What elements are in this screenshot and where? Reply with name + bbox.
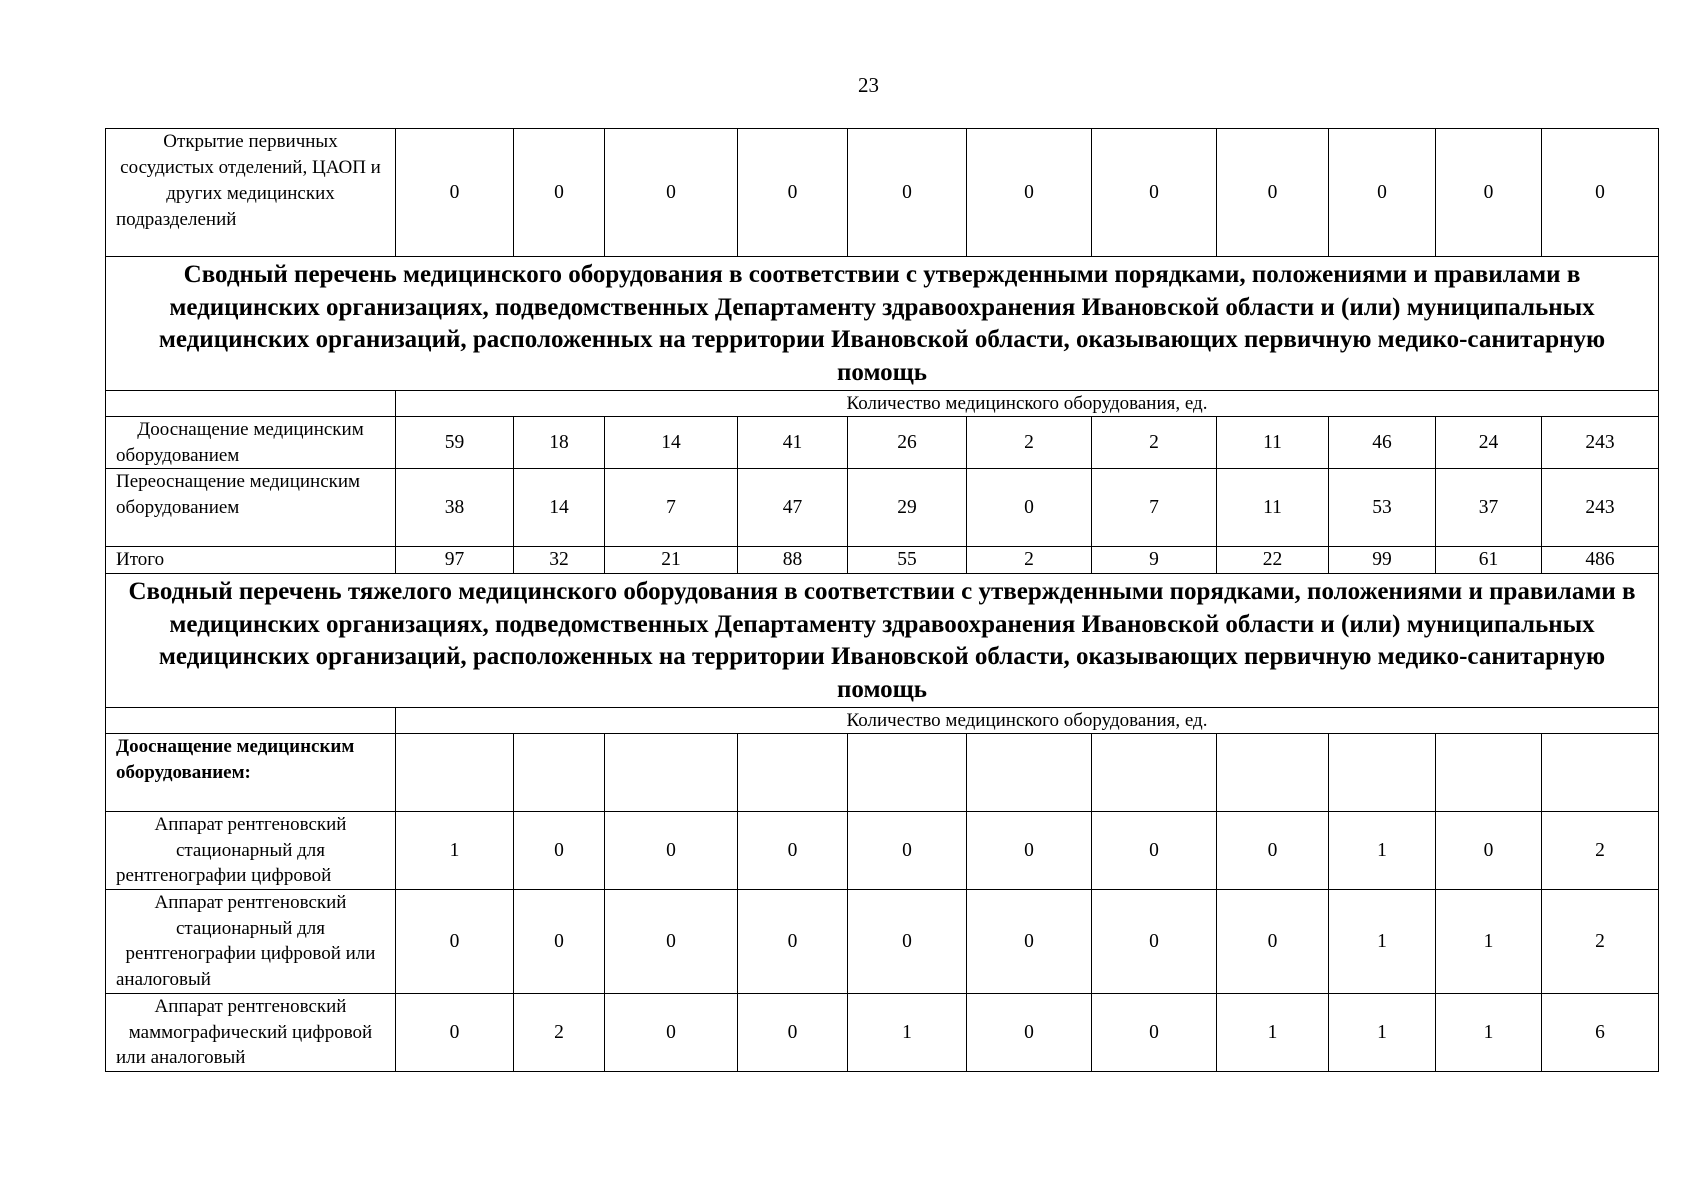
empty-cell <box>1436 734 1542 812</box>
table-cell: 0 <box>738 129 848 257</box>
table-cell: 1 <box>1329 812 1436 890</box>
table-cell: 0 <box>1436 812 1542 890</box>
empty-cell <box>1092 734 1217 812</box>
row-label: Переоснащение медицинским оборудованием <box>106 469 396 547</box>
quantity-header: Количество медицинского оборудования, ед. <box>396 391 1659 417</box>
table-cell: 486 <box>1542 547 1659 574</box>
table-cell: 41 <box>738 417 848 469</box>
table-row <box>106 469 1659 547</box>
table-cell: 1 <box>848 994 967 1072</box>
empty-cell <box>1542 734 1659 812</box>
empty-cell <box>967 734 1092 812</box>
table-cell: 0 <box>605 129 738 257</box>
table-cell: 55 <box>848 547 967 574</box>
empty-cell <box>106 391 396 417</box>
section-heading: Сводный перечень тяжелого медицинского оборудования в соответствии с утвержденными порядками, положениями и правилами в медицинских организациях, подведомственных Департаменту здравоохранения Ивановской области и (или) муниципальных медицинских организаций, расположенных на территории Ивановской области, оказывающих первичную медико-санитарную помощь <box>106 574 1659 708</box>
row-subheader: Дооснащение медицинским оборудованием: <box>106 734 396 812</box>
row-label: Открытие первичных сосудистых отделений, ЦАОП и других медицинских подразделений <box>106 129 396 257</box>
table-cell: 0 <box>848 890 967 994</box>
table-cell: 0 <box>396 890 514 994</box>
table-cell: 0 <box>967 994 1092 1072</box>
table-cell: 0 <box>848 129 967 257</box>
table-cell: 2 <box>967 547 1092 574</box>
row-label: Аппарат рентгеновский стационарный для рентгенографии цифровой <box>106 812 396 890</box>
table-cell: 38 <box>396 469 514 547</box>
table-cell: 0 <box>396 994 514 1072</box>
table-cell: 1 <box>1217 994 1329 1072</box>
table-cell: 0 <box>1436 129 1542 257</box>
table-cell: 0 <box>1092 129 1217 257</box>
table-cell: 59 <box>396 417 514 469</box>
table-cell: 0 <box>967 890 1092 994</box>
empty-cell <box>605 734 738 812</box>
table-cell: 0 <box>738 812 848 890</box>
table-cell: 6 <box>1542 994 1659 1072</box>
table-cell: 11 <box>1217 469 1329 547</box>
table-cell: 32 <box>514 547 605 574</box>
table-row <box>106 812 1659 890</box>
row-label: Аппарат рентгеновский маммографический цифровой или аналоговый <box>106 994 396 1072</box>
table-row <box>106 417 1659 469</box>
table-row <box>106 994 1659 1072</box>
empty-cell <box>738 734 848 812</box>
table-cell: 2 <box>1542 890 1659 994</box>
table-cell: 0 <box>1092 812 1217 890</box>
total-row <box>106 547 1659 574</box>
empty-cell <box>396 734 514 812</box>
table-cell: 243 <box>1542 417 1659 469</box>
table-cell: 2 <box>1542 812 1659 890</box>
table-cell: 0 <box>738 994 848 1072</box>
table-cell: 0 <box>967 129 1092 257</box>
table-row <box>106 890 1659 994</box>
table-cell: 14 <box>514 469 605 547</box>
table-cell: 88 <box>738 547 848 574</box>
table-cell: 0 <box>1542 129 1659 257</box>
table-row <box>106 129 1659 257</box>
table-cell: 0 <box>848 812 967 890</box>
empty-cell <box>106 708 396 734</box>
table-cell: 0 <box>605 812 738 890</box>
table-cell: 0 <box>1092 994 1217 1072</box>
table-cell: 1 <box>396 812 514 890</box>
table-cell: 7 <box>1092 469 1217 547</box>
table-cell: 61 <box>1436 547 1542 574</box>
row-label: Итого <box>106 547 396 574</box>
table-cell: 47 <box>738 469 848 547</box>
section-heading: Сводный перечень медицинского оборудования в соответствии с утвержденными порядками, положениями и правилами в медицинских организациях, подведомственных Департаменту здравоохранения Ивановской области и (или) муниципальных медицинских организаций, расположенных на территории Ивановской области, оказывающих первичную медико-санитарную помощь <box>106 257 1659 391</box>
table-cell: 21 <box>605 547 738 574</box>
table-cell: 14 <box>605 417 738 469</box>
table-cell: 243 <box>1542 469 1659 547</box>
section-heading-row <box>106 574 1659 708</box>
table-cell: 2 <box>514 994 605 1072</box>
table-cell: 2 <box>967 417 1092 469</box>
table-cell: 7 <box>605 469 738 547</box>
empty-cell <box>514 734 605 812</box>
table-cell: 0 <box>1217 812 1329 890</box>
table-cell: 97 <box>396 547 514 574</box>
equipment-table <box>105 128 1659 1072</box>
table-cell: 1 <box>1436 890 1542 994</box>
table-cell: 29 <box>848 469 967 547</box>
table-cell: 2 <box>1092 417 1217 469</box>
table-cell: 0 <box>1217 890 1329 994</box>
empty-cell <box>1217 734 1329 812</box>
empty-cell <box>1329 734 1436 812</box>
section-heading-row <box>106 257 1659 391</box>
table-cell: 22 <box>1217 547 1329 574</box>
table-cell: 46 <box>1329 417 1436 469</box>
quantity-header-row <box>106 708 1659 734</box>
table-cell: 9 <box>1092 547 1217 574</box>
table-cell: 0 <box>967 469 1092 547</box>
table-cell: 0 <box>605 890 738 994</box>
table-cell: 0 <box>1092 890 1217 994</box>
table-cell: 0 <box>514 129 605 257</box>
table-cell: 11 <box>1217 417 1329 469</box>
table-cell: 1 <box>1329 994 1436 1072</box>
row-label: Дооснащение медицинским оборудованием <box>106 417 396 469</box>
table-cell: 0 <box>396 129 514 257</box>
quantity-header-row <box>106 391 1659 417</box>
table-cell: 18 <box>514 417 605 469</box>
table-cell: 0 <box>1329 129 1436 257</box>
table-cell: 0 <box>967 812 1092 890</box>
table-cell: 0 <box>1217 129 1329 257</box>
table-cell: 0 <box>738 890 848 994</box>
table-cell: 99 <box>1329 547 1436 574</box>
table-cell: 1 <box>1436 994 1542 1072</box>
page-number: 23 <box>858 73 879 97</box>
subheader-row <box>106 734 1659 812</box>
quantity-header: Количество медицинского оборудования, ед. <box>396 708 1659 734</box>
table-cell: 0 <box>514 812 605 890</box>
table-cell: 24 <box>1436 417 1542 469</box>
table-cell: 0 <box>605 994 738 1072</box>
empty-cell <box>848 734 967 812</box>
table-cell: 53 <box>1329 469 1436 547</box>
table-cell: 0 <box>514 890 605 994</box>
row-label: Аппарат рентгеновский стационарный для рентгенографии цифровой или аналоговый <box>106 890 396 994</box>
table-cell: 1 <box>1329 890 1436 994</box>
table-cell: 37 <box>1436 469 1542 547</box>
table-cell: 26 <box>848 417 967 469</box>
